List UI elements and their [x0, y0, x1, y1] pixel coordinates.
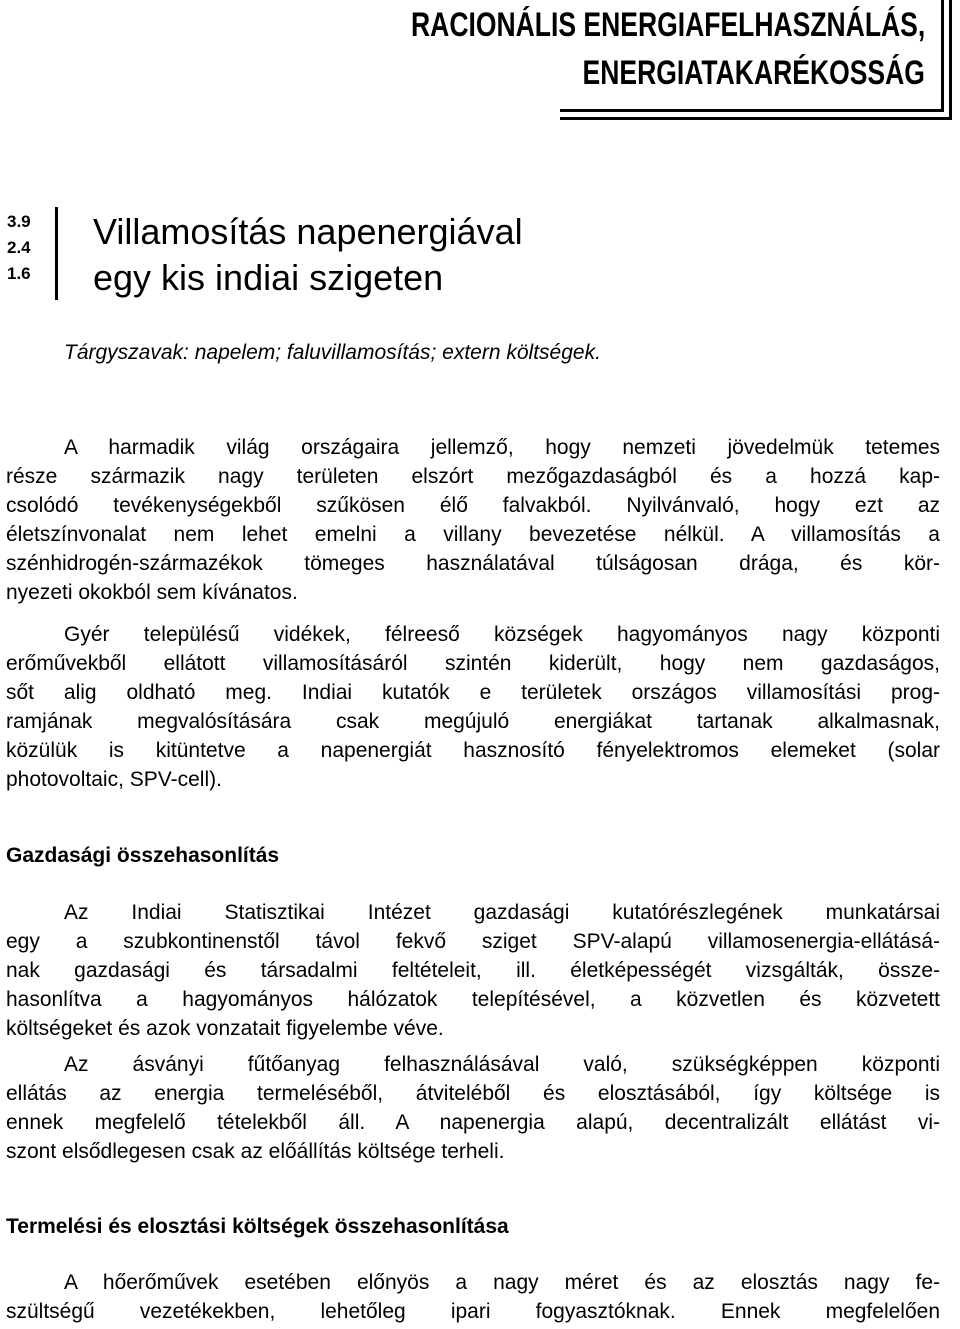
- header-rule-vertical-inner: [941, 0, 944, 112]
- text-line: csolódó tevékenységekből szűkösen élő falvakból. Nyilvánvaló, hogy ezt az: [6, 494, 940, 517]
- text-line: nyezeti okokból sem kívánatos.: [6, 581, 298, 604]
- text-line: ennek megfelelő tételekből áll. A napenergia alapú, decentralizált ellátást vi-: [6, 1111, 940, 1134]
- economic-paragraph-1: [6, 898, 940, 1043]
- section-number: 3.9: [7, 212, 31, 231]
- section-number: 2.4: [7, 238, 31, 257]
- text-line: nak gazdasági és társadalmi feltételeit, ill. életképességét vizsgálták, össze-: [6, 959, 940, 982]
- article-title-line1: Villamosítás napenergiával: [93, 211, 523, 252]
- text-line: életszínvonalat nem lehet emelni a villany bevezetése nélkül. A villamosítás a: [6, 523, 940, 546]
- text-line: közülük is kitüntetve a napenergiát hasznosító fényelektromos elemeket (solar: [6, 739, 940, 762]
- section-numbers: [7, 209, 31, 287]
- section-heading-economic-comparison: Gazdasági összehasonlítás: [6, 844, 280, 867]
- intro-paragraph: [6, 433, 940, 607]
- text-line: photovoltaic, SPV-cell).: [6, 768, 222, 791]
- text-line: szont elsődlegesen csak az előállítás költsége terheli.: [6, 1140, 505, 1163]
- text-line: egy a szubkontinenstől távol fekvő sziget SPV-alapú villamosenergia-ellátásá-: [6, 930, 940, 953]
- text-line: erőművekből ellátott villamosításáról szintén kiderült, hogy nem gazdaságos,: [6, 652, 940, 675]
- section-heading-production-costs: Termelési és elosztási költségek összehasonlítása: [6, 1215, 509, 1238]
- text-line: Az ásványi fűtőanyag felhasználásával való, szükségképpen központi: [64, 1053, 940, 1076]
- text-line: hasonlítva a hagyományos hálózatok telepítésével, a közvetlen és közvetett: [6, 988, 940, 1011]
- header-title-line2: ENERGIATAKARÉKOSSÁG: [582, 54, 925, 92]
- economic-paragraph-2: [6, 1050, 940, 1166]
- intro-paragraph-2: [6, 620, 940, 794]
- text-line: költségeket és azok vonzatait figyelembe véve.: [6, 1017, 444, 1040]
- text-line: ellátás az energia termeléséből, átviteléből és elosztásából, így költsége is: [6, 1082, 940, 1105]
- text-line: sőt alig oldható meg. Indiai kutatók e területek országos villamosítási prog-: [6, 681, 940, 704]
- header-rule-horizontal-outer: [560, 117, 952, 120]
- text-line: Gyér településű vidékek, félreeső községek hagyományos nagy központi: [64, 623, 940, 646]
- section-divider-bar: [55, 207, 58, 300]
- header-title-line1: RACIONÁLIS ENERGIAFELHASZNÁLÁS,: [410, 6, 925, 44]
- article-title-line2: egy kis indiai szigeten: [93, 257, 444, 298]
- header-rule-horizontal-inner: [560, 109, 944, 112]
- text-line: szénhidrogén-származékok tömeges használatával túlságosan drága, és kör-: [6, 552, 940, 575]
- text-line: ramjának megvalósítására csak megújuló energiákat tartanak alkalmasnak,: [6, 710, 940, 733]
- header-rule-vertical-outer: [949, 0, 952, 120]
- text-line: A harmadik világ országaira jellemző, hogy nemzeti jövedelmük tetemes: [64, 436, 940, 459]
- text-line: szültségű vezetékekben, lehetőleg ipari fogyasztóknak. Ennek megfelelően: [6, 1300, 940, 1323]
- text-line: A hőerőművek esetében előnyös a nagy méret és az elosztás nagy fe-: [64, 1271, 940, 1294]
- keywords: Tárgyszavak: napelem; faluvillamosítás; extern költségek.: [64, 341, 601, 364]
- text-line: Az Indiai Statisztikai Intézet gazdasági kutatórészlegének munkatársai: [64, 901, 940, 924]
- production-paragraph-1: [6, 1268, 940, 1326]
- text-line: része származik nagy területen elszórt mezőgazdaságból és a hozzá kap-: [6, 465, 940, 488]
- section-number: 1.6: [7, 264, 31, 283]
